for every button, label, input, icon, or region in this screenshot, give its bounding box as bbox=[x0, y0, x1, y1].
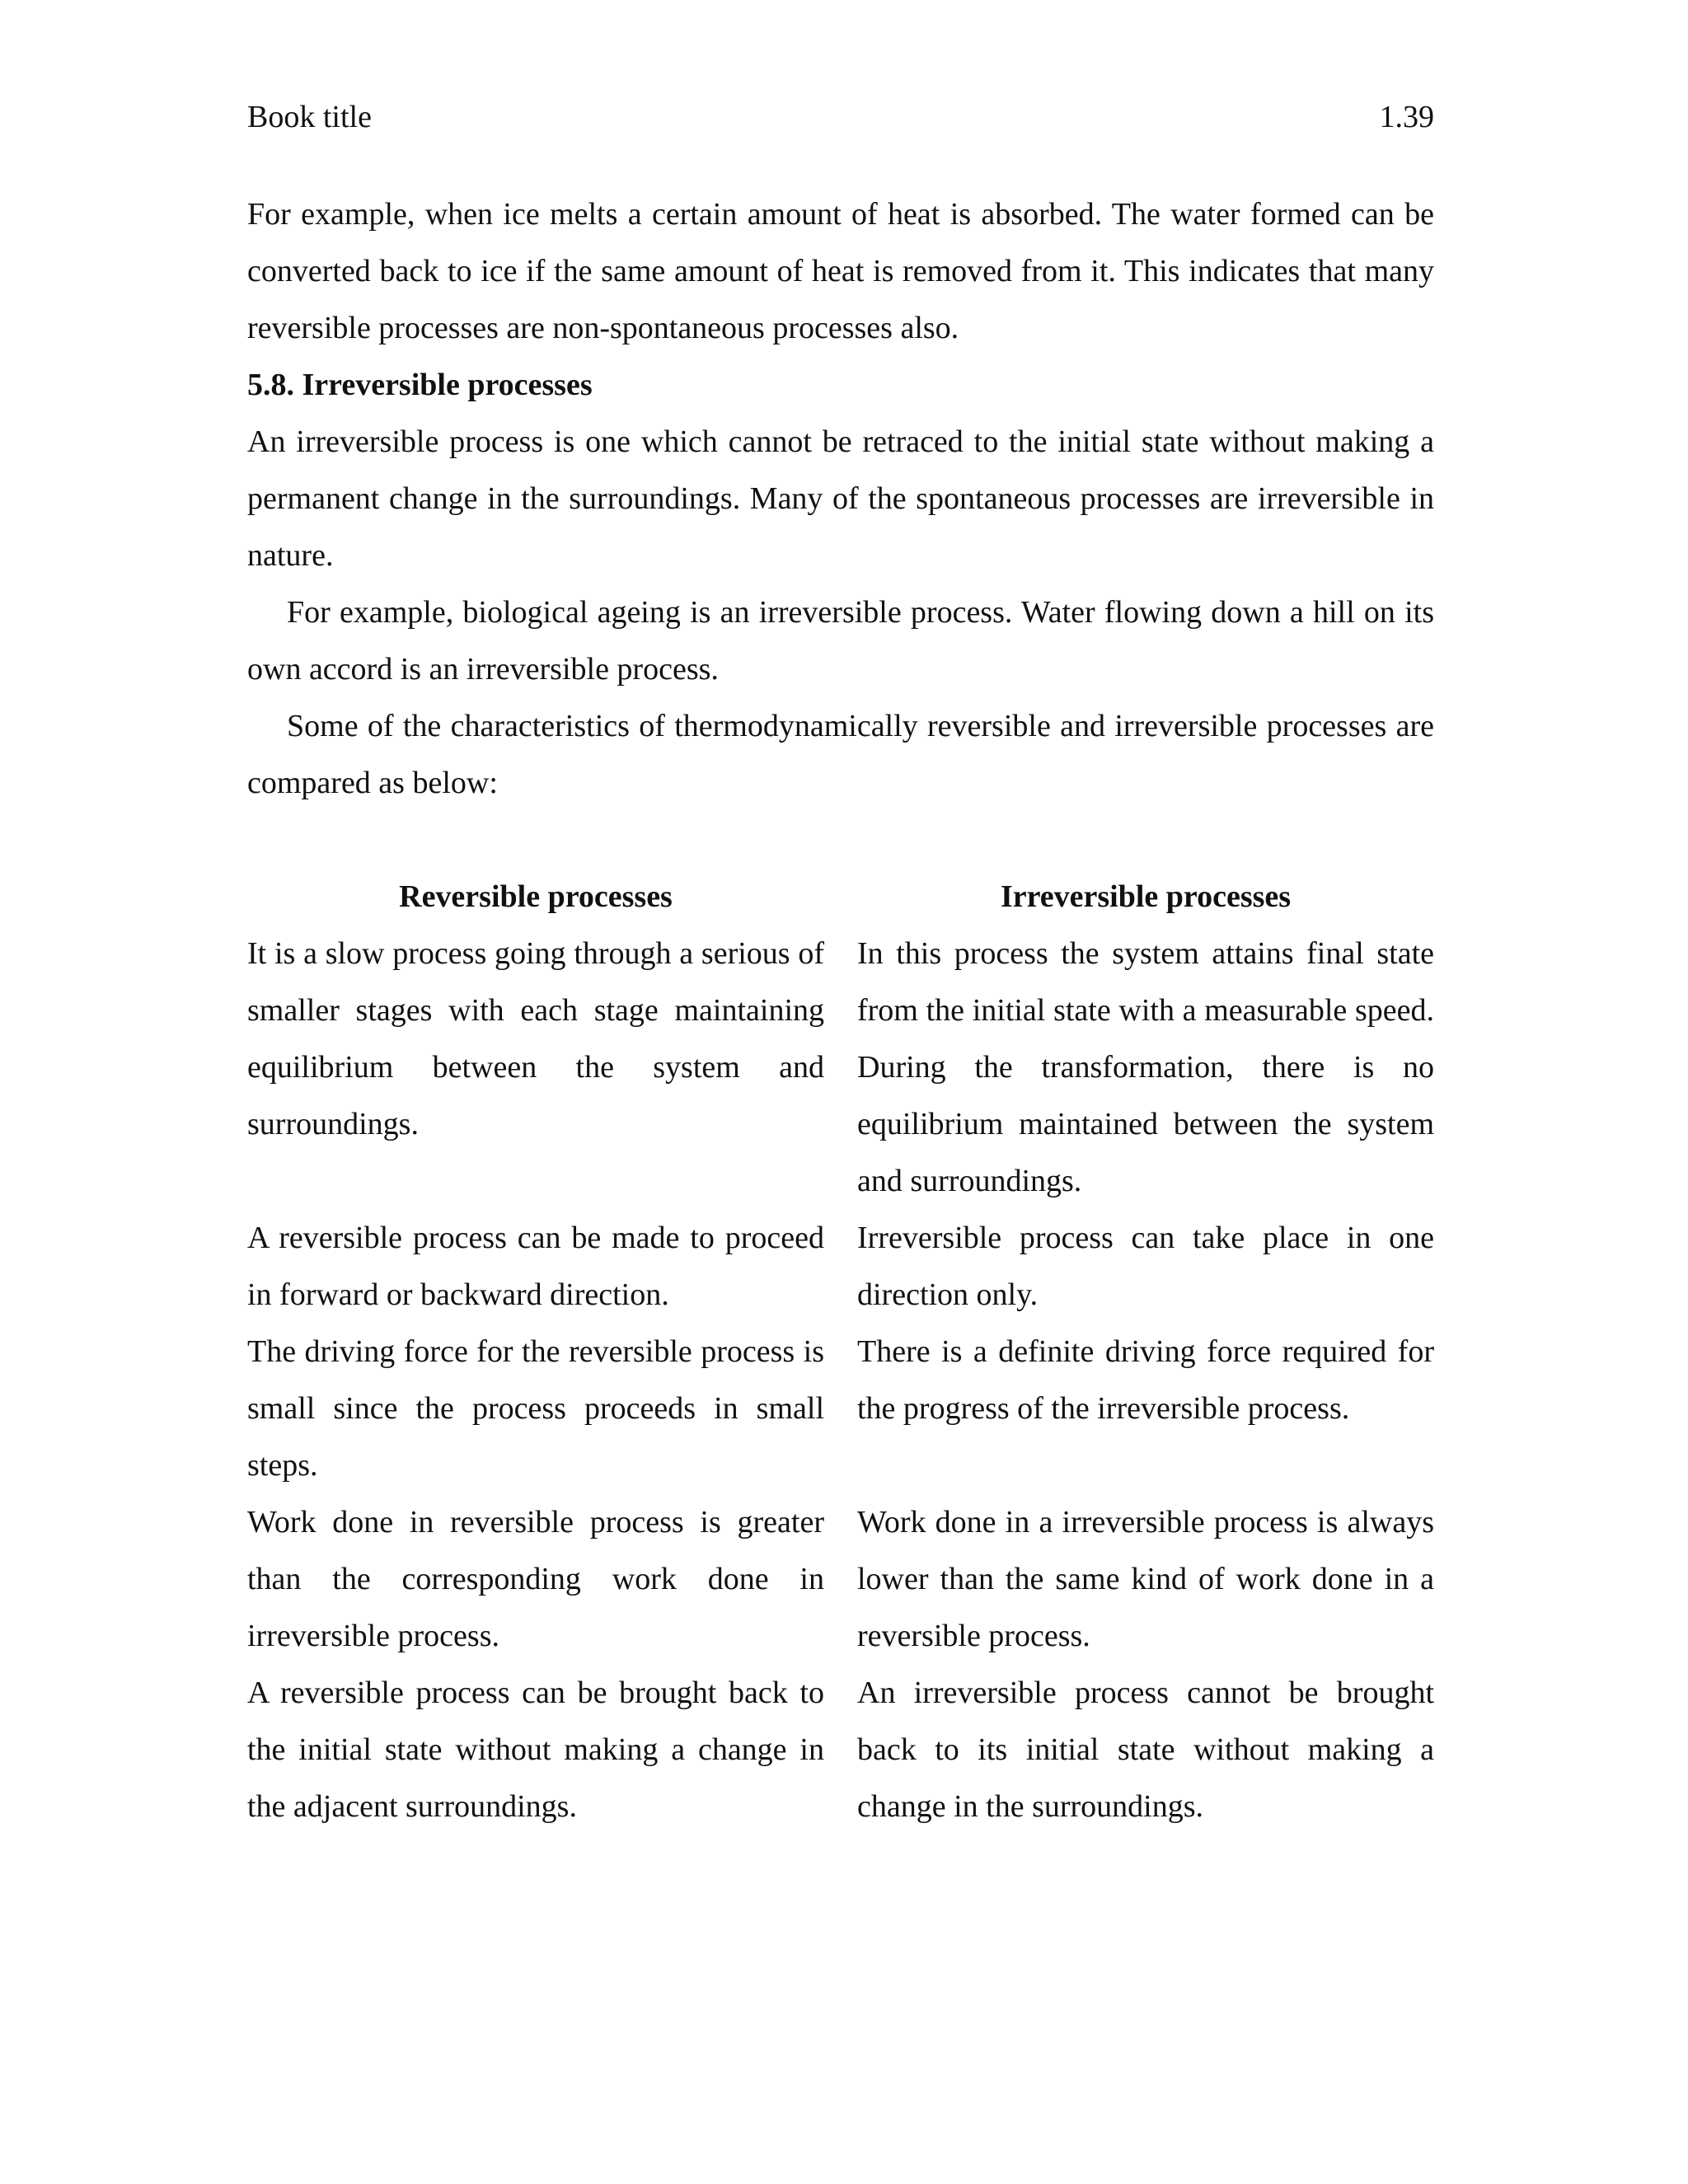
document-page bbox=[247, 89, 1434, 1835]
irreversible-cell: In this process the system attains final state from the initial state with a measurable speed. During the transformation, there is no equilibrium maintained between the system and surroundings. bbox=[857, 936, 1434, 1198]
reversible-cell: The driving force for the reversible process is small since the process proceeds in small steps. bbox=[247, 1334, 824, 1483]
irreversible-cell: Work done in a irreversible process is always lower than the same kind of work done in a reversible process. bbox=[857, 1505, 1434, 1653]
intro-paragraph: For example, when ice melts a certain amount of heat is absorbed. The water formed can be converted back to ice if the same amount of heat is removed from it. This indicates that many reversible processes are non-spontaneous processes also. bbox=[247, 197, 1434, 345]
body-text bbox=[247, 186, 1434, 812]
reversible-cell: It is a slow process going through a serious of smaller stages with each stage maintaining equilibrium between the system and surroundings. bbox=[247, 936, 824, 1141]
column-header-reversible: Reversible processes bbox=[399, 879, 673, 914]
irreversible-cell: Irreversible process can take place in one direction only. bbox=[857, 1221, 1434, 1312]
example-paragraph: For example, biological ageing is an irreversible process. Water flowing down a hill on its own accord is an irreversible process. bbox=[247, 595, 1434, 687]
reversible-cell: A reversible process can be made to proceed in forward or backward direction. bbox=[247, 1221, 824, 1312]
running-head bbox=[247, 89, 1434, 145]
column-header-irreversible: Irreversible processes bbox=[1000, 879, 1292, 914]
reversible-cell: A reversible process can be brought back to the initial state without making a change in the adjacent surroundings. bbox=[247, 1675, 824, 1824]
section-heading: 5.8. Irreversible processes bbox=[247, 368, 593, 402]
book-title: Book title bbox=[247, 100, 372, 134]
irreversible-cell: There is a definite driving force required for the progress of the irreversible process. bbox=[857, 1334, 1434, 1426]
irreversible-cell: An irreversible process cannot be brought back to its initial state without making a change in the surroundings. bbox=[857, 1675, 1434, 1824]
comparison-table bbox=[247, 869, 1434, 1835]
page-number: 1.39 bbox=[1379, 100, 1434, 134]
definition-paragraph: An irreversible process is one which cannot be retraced to the initial state without making a permanent change in the surroundings. Many of the spontaneous processes are irreversible in nature. bbox=[247, 424, 1434, 573]
compare-intro-paragraph: Some of the characteristics of thermodynamically reversible and irreversible processes are compared as below: bbox=[247, 709, 1434, 800]
reversible-cell: Work done in reversible process is greater than the corresponding work done in irreversible process. bbox=[247, 1505, 824, 1653]
